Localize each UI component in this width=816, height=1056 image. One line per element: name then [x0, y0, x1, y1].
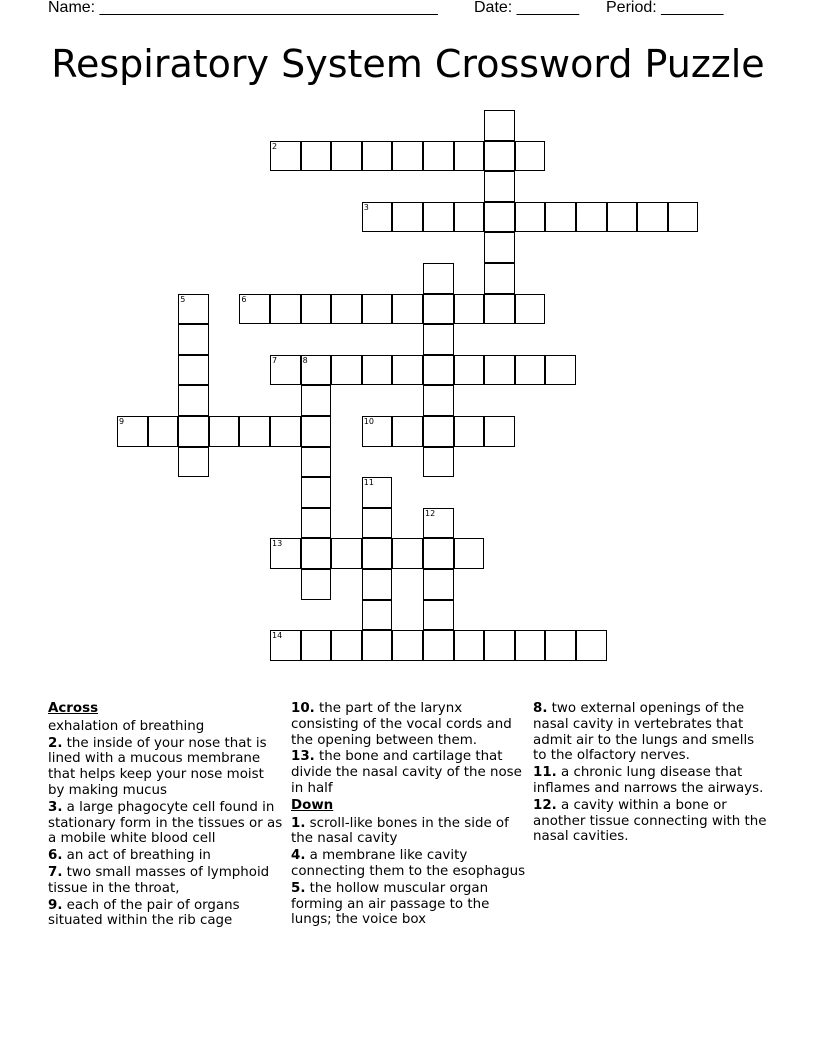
grid-cell[interactable]: [454, 202, 485, 233]
grid-cell[interactable]: [454, 538, 485, 569]
grid-cell[interactable]: [392, 141, 423, 172]
grid-cell[interactable]: [362, 569, 393, 600]
grid-cell[interactable]: [515, 202, 546, 233]
grid-cell[interactable]: [392, 630, 423, 661]
clue-down-1: 1. scroll-like bones in the side of the nasal cavity: [291, 815, 509, 847]
grid-cell[interactable]: [423, 569, 454, 600]
grid-cell[interactable]: [392, 294, 423, 325]
student-info-header: [0, 0, 816, 22]
cell-number: 12: [425, 508, 436, 518]
cell-number: 2: [272, 141, 278, 151]
grid-cell[interactable]: [454, 355, 485, 386]
grid-cell[interactable]: [423, 416, 454, 447]
grid-cell[interactable]: [148, 416, 179, 447]
grid-cell[interactable]: [178, 324, 209, 355]
grid-cell[interactable]: [301, 294, 332, 325]
grid-cell[interactable]: [423, 385, 454, 416]
grid-cell[interactable]: [362, 416, 393, 447]
grid-cell[interactable]: [515, 355, 546, 386]
grid-cell[interactable]: [576, 630, 607, 661]
clue-across-2: 2. the inside of your nose that is lined with a mucous membrane that helps keep your nose moist by making mucus: [48, 735, 267, 798]
period-field[interactable]: Period: _______: [606, 0, 724, 16]
grid-cell[interactable]: [392, 202, 423, 233]
grid-cell[interactable]: [668, 202, 699, 233]
grid-cell[interactable]: [484, 110, 515, 141]
grid-cell[interactable]: [270, 416, 301, 447]
grid-cell[interactable]: [301, 630, 332, 661]
grid-cell[interactable]: [484, 416, 515, 447]
grid-cell[interactable]: [576, 202, 607, 233]
grid-cell[interactable]: [362, 477, 393, 508]
cell-number: 3: [363, 202, 369, 212]
grid-cell[interactable]: [484, 355, 515, 386]
clue-down-4: 4. a membrane like cavity connecting them to the esophagus: [291, 848, 526, 879]
down-heading: Down: [291, 797, 334, 813]
grid-cell[interactable]: [515, 294, 546, 325]
grid-cell[interactable]: [178, 416, 209, 447]
grid-cell[interactable]: [270, 538, 301, 569]
grid-cell[interactable]: [362, 202, 393, 233]
puzzle-title: Respiratory System Crossword Puzzle: [51, 42, 765, 86]
grid-cell[interactable]: [301, 508, 332, 539]
grid-cell[interactable]: [484, 141, 515, 172]
grid-cell[interactable]: [301, 141, 332, 172]
grid-cell[interactable]: [301, 355, 332, 386]
grid-cell[interactable]: [484, 263, 515, 294]
grid-cell[interactable]: [515, 630, 546, 661]
grid-cell[interactable]: [362, 538, 393, 569]
grid-cell[interactable]: [301, 538, 332, 569]
clue-across-7: 7. two small masses of lymphoid tissue in the throat,: [48, 864, 270, 896]
grid-cell[interactable]: [423, 324, 454, 355]
grid-cell[interactable]: [178, 385, 209, 416]
grid-cell[interactable]: [484, 294, 515, 325]
grid-cell[interactable]: [484, 630, 515, 661]
cell-number: 5: [180, 294, 186, 304]
grid-cell[interactable]: [454, 630, 485, 661]
grid-cell[interactable]: [301, 477, 332, 508]
grid-cell[interactable]: [301, 569, 332, 600]
cell-number: 9: [119, 417, 125, 426]
grid-cell[interactable]: [362, 294, 393, 325]
grid-cell[interactable]: [423, 508, 454, 539]
cell-number: 10: [363, 417, 374, 426]
grid-cell[interactable]: [362, 141, 393, 172]
clue-column-3: [533, 701, 769, 846]
grid-cell[interactable]: [301, 385, 332, 416]
grid-cell[interactable]: [423, 294, 454, 325]
grid-cell[interactable]: [637, 202, 668, 233]
grid-cell[interactable]: [362, 355, 393, 386]
grid-cell[interactable]: [362, 600, 393, 631]
grid-cell[interactable]: [270, 355, 301, 386]
grid-cell[interactable]: [515, 141, 546, 172]
clue-down-12: 12. a cavity within a bone or another tissue connecting with the nasal cavities.: [533, 797, 767, 845]
grid-cell[interactable]: [423, 447, 454, 478]
grid-cell[interactable]: [331, 355, 362, 386]
grid-cell[interactable]: [301, 447, 332, 478]
grid-cell[interactable]: [270, 141, 301, 172]
grid-cell[interactable]: [239, 294, 270, 325]
clue-column-2: [291, 701, 527, 929]
grid-cell[interactable]: [484, 232, 515, 263]
grid-cell[interactable]: [331, 294, 362, 325]
cell-number: 11: [363, 478, 374, 488]
cell-number: 13: [272, 539, 283, 549]
grid-cell[interactable]: [392, 355, 423, 386]
clue-across-10: 10. the part of the larynx consisting of the vocal cords and the opening between them.: [291, 701, 512, 748]
name-field[interactable]: Name: ______________________________________: [48, 0, 438, 16]
cell-number: 8: [302, 355, 308, 365]
date-field[interactable]: Date: _______: [474, 0, 579, 16]
across-intro: exhalation of breathing: [48, 718, 205, 734]
grid-cell[interactable]: [423, 263, 454, 294]
clue-across-3: 3. a large phagocyte cell found in stationary form in the tissues or as a mobile white blood cell: [48, 799, 283, 847]
grid-cell[interactable]: [331, 538, 362, 569]
grid-cell[interactable]: [362, 630, 393, 661]
clue-across-6: 6. an act of breathing in: [48, 848, 211, 864]
grid-cell[interactable]: [362, 508, 393, 539]
grid-cell[interactable]: [484, 171, 515, 202]
grid-cell[interactable]: [454, 294, 485, 325]
grid-cell[interactable]: [331, 141, 362, 172]
clue-across-9: 9. each of the pair of organs situated within the rib cage: [48, 897, 240, 929]
grid-cell[interactable]: [423, 355, 454, 386]
grid-cell[interactable]: [209, 416, 240, 447]
grid-cell[interactable]: [270, 294, 301, 325]
grid-cell[interactable]: [454, 416, 485, 447]
grid-cell[interactable]: [423, 600, 454, 631]
grid-cell[interactable]: [178, 447, 209, 478]
cell-number: 6: [241, 294, 247, 304]
grid-cell[interactable]: [392, 538, 423, 569]
grid-cell[interactable]: [301, 416, 332, 447]
grid-cell[interactable]: [454, 141, 485, 172]
clue-across-13: 13. the bone and cartilage that divide the nasal cavity of the nose in half: [291, 749, 522, 796]
grid-cell[interactable]: [423, 141, 454, 172]
grid-cell[interactable]: [270, 630, 301, 661]
grid-cell[interactable]: [545, 202, 576, 233]
grid-cell[interactable]: [423, 202, 454, 233]
grid-cell[interactable]: [331, 630, 362, 661]
cell-number: 7: [272, 355, 278, 365]
grid-cell[interactable]: [545, 630, 576, 661]
grid-cell[interactable]: [423, 538, 454, 569]
grid-cell[interactable]: [545, 355, 576, 386]
grid-cell[interactable]: [117, 416, 148, 447]
grid-cell[interactable]: [239, 416, 270, 447]
grid-cell[interactable]: [607, 202, 638, 233]
across-heading: Across: [48, 701, 99, 716]
grid-cell[interactable]: [484, 202, 515, 233]
grid-cell[interactable]: [178, 294, 209, 325]
clue-down-5: 5. the hollow muscular organ forming an air passage to the lungs; the voice box: [291, 880, 490, 928]
grid-cell[interactable]: [392, 416, 423, 447]
clue-down-11: 11. a chronic lung disease that inflames and narrows the airways.: [533, 765, 764, 796]
cell-number: 14: [272, 631, 283, 641]
grid-cell[interactable]: [178, 355, 209, 386]
grid-cell[interactable]: [423, 630, 454, 661]
clue-down-8: 8. two external openings of the nasal cavity in vertebrates that admit air to the lungs and smells to the olfactory nerves.: [533, 701, 755, 764]
clue-column-1: [48, 701, 283, 930]
